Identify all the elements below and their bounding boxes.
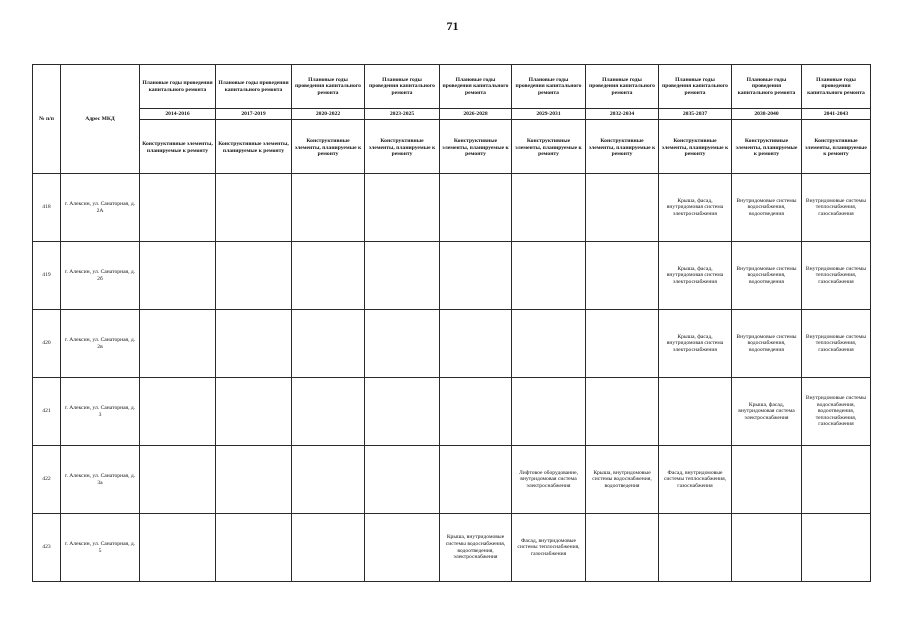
period-header: 2035-2037 bbox=[659, 109, 732, 120]
repair-cell bbox=[292, 446, 365, 514]
period-header: 2041-2043 bbox=[802, 109, 871, 120]
repair-cell bbox=[440, 174, 512, 242]
repair-cell bbox=[140, 378, 216, 446]
repair-cell: Крыша, внутридомовые системы водоснабжения, водоотведения, электроснабжения bbox=[440, 514, 512, 582]
period-header: 2023-2025 bbox=[365, 109, 440, 120]
repair-cell bbox=[216, 378, 292, 446]
table-row bbox=[33, 242, 871, 310]
elements-header bbox=[512, 120, 586, 174]
elements-header-label: Конструктивные элементы, планируемые к ремонту bbox=[735, 138, 798, 158]
repair-cell bbox=[586, 242, 659, 310]
planned-years-header: Плановые годы проведения капитального ремонта bbox=[440, 65, 512, 109]
repair-cell bbox=[216, 310, 292, 378]
repair-cell bbox=[140, 174, 216, 242]
repair-cell: Крыша, фасад, внутридомовая система электроснабжения bbox=[732, 378, 802, 446]
repair-cell bbox=[732, 514, 802, 582]
planned-years-header: Плановые годы проведения капитального ремонта bbox=[365, 65, 440, 109]
repair-cell bbox=[216, 242, 292, 310]
repair-cell: Крыша, фасад, внутридомовая система электроснабжения bbox=[659, 242, 732, 310]
repair-cell bbox=[365, 378, 440, 446]
planned-years-header: Плановые годы проведения капитального ремонта bbox=[216, 65, 292, 109]
elements-header-label: Конструктивные элементы, планируемые к ремонту bbox=[142, 141, 213, 154]
repair-cell bbox=[365, 242, 440, 310]
planned-years-header: Плановые годы проведения капитального ремонта bbox=[802, 65, 871, 109]
repair-cell bbox=[440, 378, 512, 446]
planned-years-header: Плановые годы проведения капитального ремонта bbox=[512, 65, 586, 109]
repair-cell bbox=[586, 378, 659, 446]
repair-cell: Внутридомовые системы водоснабжения, водоотведения, теплоснабжения, газоснабжения bbox=[802, 378, 871, 446]
repair-cell bbox=[140, 514, 216, 582]
repair-cell: Фасад, внутридомовые системы теплоснабжения, газоснабжения bbox=[512, 514, 586, 582]
period-header: 2026-2028 bbox=[440, 109, 512, 120]
repair-cell bbox=[440, 310, 512, 378]
repair-cell bbox=[292, 310, 365, 378]
row-number: 422 bbox=[33, 446, 61, 514]
planned-years-header: Плановые годы проведения капитального ремонта bbox=[659, 65, 732, 109]
planned-years-header: Плановые годы проведения капитального ремонта bbox=[586, 65, 659, 109]
repair-cell: Внутридомовые системы водоснабжения, водоотведения bbox=[732, 242, 802, 310]
repair-cell bbox=[512, 310, 586, 378]
repair-cell bbox=[512, 174, 586, 242]
repair-cell bbox=[512, 378, 586, 446]
table-row bbox=[33, 446, 871, 514]
repair-cell bbox=[659, 514, 732, 582]
row-address: г. Алексин, ул. Санаторная, д. 3 bbox=[61, 378, 140, 446]
elements-header bbox=[216, 120, 292, 174]
repair-cell bbox=[292, 242, 365, 310]
row-address: г. Алексин, ул. Санаторная, д. 5 bbox=[61, 514, 140, 582]
period-header: 2038-2040 bbox=[732, 109, 802, 120]
row-address: г. Алексин, ул. Санаторная, д. 2в bbox=[61, 310, 140, 378]
repair-cell bbox=[292, 174, 365, 242]
row-address: г. Алексин, ул. Санаторная, д. 3а bbox=[61, 446, 140, 514]
repair-cell bbox=[512, 242, 586, 310]
elements-header-label: Конструктивные элементы, планируемые к ремонту bbox=[661, 138, 729, 158]
repair-cell bbox=[586, 514, 659, 582]
elements-header bbox=[586, 120, 659, 174]
row-number: 423 bbox=[33, 514, 61, 582]
repair-cell: Внутридомовые системы теплоснабжения, газоснабжения bbox=[802, 242, 871, 310]
address-column-header: Адрес МКД bbox=[61, 65, 140, 174]
elements-header-label: Конструктивные элементы, планируемые к ремонту bbox=[368, 138, 436, 158]
repair-cell bbox=[365, 174, 440, 242]
row-number: 419 bbox=[33, 242, 61, 310]
table-row bbox=[33, 514, 871, 582]
period-header: 2020-2022 bbox=[292, 109, 365, 120]
repair-cell bbox=[659, 378, 732, 446]
repair-cell bbox=[802, 514, 871, 582]
elements-header bbox=[440, 120, 512, 174]
repair-cell bbox=[292, 514, 365, 582]
elements-header-label: Конструктивные элементы, планируемые к ремонту bbox=[805, 138, 867, 158]
repair-cell bbox=[216, 514, 292, 582]
repair-cell bbox=[365, 310, 440, 378]
elements-header bbox=[802, 120, 871, 174]
planned-years-header: Плановые годы проведения капитального ремонта bbox=[140, 65, 216, 109]
elements-header bbox=[292, 120, 365, 174]
row-number: 420 bbox=[33, 310, 61, 378]
repair-cell bbox=[440, 446, 512, 514]
table-row bbox=[33, 378, 871, 446]
repair-cell: Внутридомовые системы водоснабжения, водоотведения bbox=[732, 310, 802, 378]
repair-cell bbox=[292, 378, 365, 446]
elements-header-label: Конструктивные элементы, планируемые к ремонту bbox=[218, 141, 289, 154]
elements-header-label: Конструктивные элементы, планируемые к ремонту bbox=[588, 138, 656, 158]
elements-header-label: Конструктивные элементы, планируемые к ремонту bbox=[442, 138, 509, 158]
table-row bbox=[33, 310, 871, 378]
repair-cell bbox=[140, 242, 216, 310]
table-row bbox=[33, 174, 871, 242]
repair-cell: Внутридомовые системы водоснабжения, водоотведения bbox=[732, 174, 802, 242]
repair-cell bbox=[140, 446, 216, 514]
repair-cell bbox=[802, 446, 871, 514]
elements-header bbox=[365, 120, 440, 174]
repair-cell bbox=[440, 242, 512, 310]
planned-years-header: Плановые годы проведения капитального ремонта bbox=[292, 65, 365, 109]
period-header: 2032-2034 bbox=[586, 109, 659, 120]
repair-cell bbox=[732, 446, 802, 514]
repair-cell: Крыша, внутридомовые системы водоснабжения, водоотведения bbox=[586, 446, 659, 514]
repair-cell: Лифтовое оборудование, внутридомовая система электроснабжения bbox=[512, 446, 586, 514]
row-number: 421 bbox=[33, 378, 61, 446]
period-header: 2029-2031 bbox=[512, 109, 586, 120]
row-number: 418 bbox=[33, 174, 61, 242]
repair-cell bbox=[365, 514, 440, 582]
repair-cell bbox=[216, 174, 292, 242]
elements-header bbox=[659, 120, 732, 174]
repair-cell bbox=[365, 446, 440, 514]
row-address: г. Алексин, ул. Санаторная, д. 2б bbox=[61, 242, 140, 310]
repair-cell: Фасад, внутридомовые системы теплоснабжения, газоснабжения bbox=[659, 446, 732, 514]
repair-cell bbox=[586, 310, 659, 378]
repair-cell bbox=[140, 310, 216, 378]
num-column-header: № п/п bbox=[33, 65, 61, 174]
capital-repair-table bbox=[32, 64, 871, 582]
elements-header bbox=[732, 120, 802, 174]
elements-header-label: Конструктивные элементы, планируемые к ремонту bbox=[294, 138, 362, 158]
row-address: г. Алексин, ул. Санаторная, д. 2А bbox=[61, 174, 140, 242]
repair-cell bbox=[216, 446, 292, 514]
period-header: 2017-2019 bbox=[216, 109, 292, 120]
elements-header bbox=[140, 120, 216, 174]
period-header: 2014-2016 bbox=[140, 109, 216, 120]
repair-cell bbox=[586, 174, 659, 242]
elements-header-label: Конструктивные элементы, планируемые к ремонту bbox=[515, 138, 582, 158]
planned-years-header: Плановые годы проведения капитального ремонта bbox=[732, 65, 802, 109]
repair-cell: Крыша, фасад, внутридомовая система электроснабжения bbox=[659, 174, 732, 242]
repair-cell: Крыша, фасад, внутридомовая система электроснабжения bbox=[659, 310, 732, 378]
page-number: 71 bbox=[446, 19, 459, 33]
repair-cell: Внутридомовые системы теплоснабжения, газоснабжения bbox=[802, 174, 871, 242]
repair-cell: Внутридомовые системы теплоснабжения, газоснабжения bbox=[802, 310, 871, 378]
